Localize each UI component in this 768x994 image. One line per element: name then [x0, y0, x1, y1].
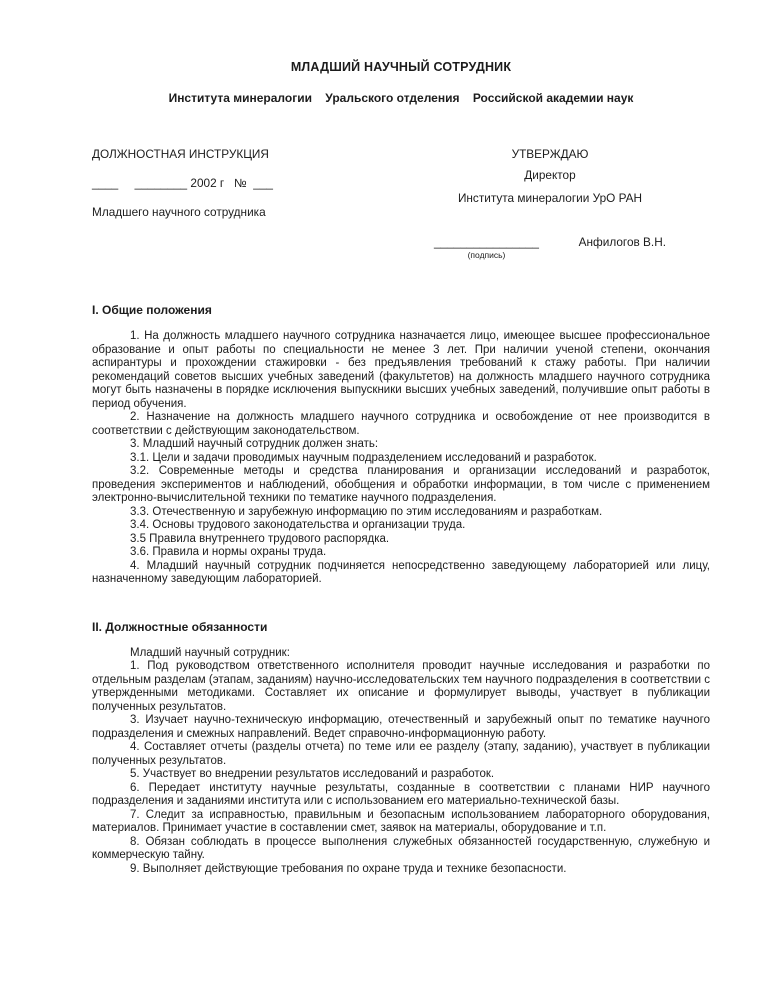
signature-block: [434, 235, 666, 261]
document-header: [92, 147, 710, 261]
paragraph: Младший научный сотрудник:: [130, 646, 290, 659]
header-left-block: [92, 147, 392, 234]
approval-block: [434, 147, 666, 261]
section-heading: II. Должностные обязанности: [92, 619, 268, 634]
doc-type-label: ДОЛЖНОСТНАЯ ИНСТРУКЦИЯ: [92, 147, 269, 161]
section-general-provisions: [92, 303, 710, 587]
paragraph: 3.6. Правила и нормы охраны труда.: [130, 546, 327, 558]
approver-organization: Института минералогии УрО РАН: [457, 191, 643, 205]
date-number-line: ____ ________ 2002 г № ___: [92, 176, 273, 190]
paragraph: 3.2. Современные методы и средства планирования и организации исследований и разработок, проведения экспериментов и наблюдений, обобщения и обработки информации, в том числе с применением электронно-вычислительной техники по тематике научного подразделения.: [92, 465, 710, 504]
paragraph: 3.1. Цели и задачи проводимых научным подразделением исследований и разработок.: [130, 451, 597, 464]
paragraph: 4. Младший научный сотрудник подчиняется непосредственно заведующему лабораторией или лицу, назначенному заведующим лабораторией.: [92, 559, 710, 585]
paragraph: 2. Назначение на должность младшего научного сотрудника и освобождение от нее производится в соответствии с действующим законодательством.: [92, 411, 710, 437]
doc-subject: Младшего научного сотрудника: [92, 205, 266, 219]
section-body: [92, 647, 710, 877]
paragraph: 3.5 Правила внутреннего трудового распорядка.: [130, 532, 390, 545]
paragraph: 3.3. Отечественную и зарубежную информацию по этим исследованиям и разработкам.: [130, 505, 603, 518]
approve-label: УТВЕРЖДАЮ: [511, 147, 589, 161]
paragraph: 1. На должность младшего научного сотрудника назначается лицо, имеющее высшее профессиональное образование и опыт работы по специальности не менее 3 лет. При наличии ученой степени, окончания аспирантуры и прохождении стажировки - без предъявления требований к стажу работы. При наличии рекомендаций советов высших учебных заведений (факультетов) на должность младшего научного сотрудника могут быть назначены в порядке исключения выпускники высших учебных заведений, получившие опыт работы в период обучения.: [92, 330, 710, 410]
document-subtitle: Института минералогии Уральского отделения Российской академии наук: [168, 91, 634, 105]
section-heading: I. Общие положения: [92, 303, 212, 317]
signature-caption: (подпись): [467, 250, 506, 260]
paragraph: 7. Следит за исправностью, правильным и безопасным использованием лабораторного оборудования, материалов. Принимает участие в составлении смет, заявок на материалы, оборудование и т.п.: [92, 808, 710, 834]
paragraph: 6. Передает институту научные результаты, созданные в соответствии с планами НИР научного подразделения и заданиями института или с использованием его материально-технической базы.: [92, 781, 710, 807]
section-body: [92, 330, 710, 587]
signature-blank-line: ________________: [434, 235, 539, 249]
paragraph: 5. Участвует во внедрении результатов исследований и разработок.: [130, 768, 495, 780]
paragraph: 3. Изучает научно-техническую информацию, отечественный и зарубежный опыт по тематике научного подразделения и смежных направлений. Ведет справочно-информационную работу.: [92, 714, 710, 740]
section-duties: [92, 620, 710, 877]
paragraph: 8. Обязан соблюдать в процессе выполнения служебных обязанностей государственную, служебную и коммерческую тайну.: [92, 835, 710, 861]
paragraph: 1. Под руководством ответственного исполнителя проводит научные исследования и разработки по отдельным разделам (этапам, заданиям) научно-исследовательских тем научного подразделения в соответствии с утвержденными методиками. Составляет их описание и формулирует выводы, участвует в публикации полученных результатов.: [92, 660, 710, 713]
paragraph: 3.4. Основы трудового законодательства и организации труда.: [130, 519, 466, 531]
signature-line-group: [434, 235, 539, 261]
approver-name: Анфилогов В.Н.: [578, 235, 666, 249]
paragraph: 4. Составляет отчеты (разделы отчета) по теме или ее разделу (этапу, заданию), участвует в публикации полученных результатов.: [92, 741, 710, 767]
document-title: МЛАДШИЙ НАУЧНЫЙ СОТРУДНИК: [290, 60, 512, 74]
paragraph: 9. Выполняет действующие требования по охране труда и технике безопасности.: [130, 862, 567, 875]
approver-role: Директор: [524, 168, 576, 182]
paragraph: 3. Младший научный сотрудник должен знать:: [130, 438, 379, 450]
